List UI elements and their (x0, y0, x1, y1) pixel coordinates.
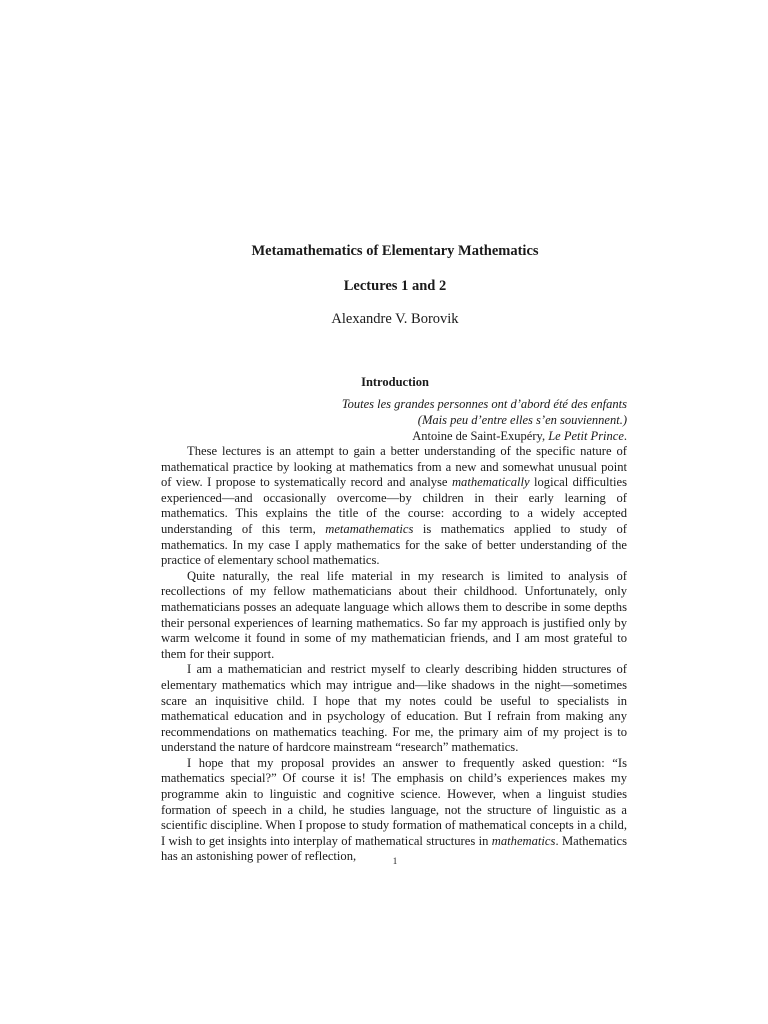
section-heading: Introduction (361, 375, 429, 389)
attribution-period: . (623, 429, 627, 443)
paragraph-1-text-c: is mathematics applied to study of mathematics. In my case I apply mathematics for the sake of better understanding of the practice of elementary school mathematics. (161, 521, 627, 568)
body-text (161, 444, 627, 865)
document-title: Metamathematics of Elementary Mathematics (251, 243, 539, 259)
paragraph-4-text-b: . Mathematics has an astonishing power of reflection, (161, 833, 627, 864)
epigraph-line-1: Toutes les grandes personnes ont d’abord été des enfants (341, 397, 627, 411)
page-number: 1 (392, 856, 398, 866)
paragraph-4-text-a: I hope that my proposal provides an answer to frequently asked question: “Is mathematics special?” Of course it is! The emphasis on child’s experiences makes my programme akin to linguistic and cognitive science. However, when a linguist studies formation of speech in a child, he studies language, not the structure of linguistic as a scientific discipline. When I propose to study formation of mathematical concepts in a child, I wish to get insights into interplay of mathematical structures in (161, 755, 627, 848)
epigraph (342, 396, 627, 444)
attribution-work: Le Petit Prince (548, 429, 624, 443)
epigraph-line-2: (Mais peu d’entre elles s’en souviennent.) (417, 413, 627, 427)
document-subtitle: Lectures 1 and 2 (343, 278, 447, 294)
epigraph-attribution (342, 428, 627, 444)
paragraph-1-text-a: These lectures is an attempt to gain a better understanding of the specific nature of mathematical practice by looking at mathematics from a new and somewhat unusual point of view. I propose to systematically record and analyse (161, 444, 627, 490)
paragraph-2: Quite naturally, the real life material in my research is limited to analysis of recollections of my fellow mathematicians about their childhood. Unfortunately, only mathematicians posses an adequate language which allows them to describe in some depths their personal experiences of learning mathematics. So far my approach is justified only by warm welcome it found in some of my mathematician friends, and I am most grateful to them for their support. (161, 568, 627, 661)
paragraph-1-emphasis-b: metamathematics (325, 521, 414, 536)
paragraph-3: I am a mathematician and restrict myself to clearly describing hidden structures of elementary mathematics which may intrigue and—like shadows in the night—sometimes scare an inquisitive child. I hope that my notes could be useful to specialists in mathematical education and in psychology of education. But I refrain from making any recommendations on mathematics teaching. For me, the primary aim of my project is to understand the nature of hardcore mainstream “research” mathematics. (161, 662, 627, 755)
attribution-author: Antoine de Saint-Exupéry, (412, 429, 549, 443)
paragraph-1-text-b: logical difficulties experienced—and occasionally overcome—by children in their early learning of mathematics. This explains the title of the course: according to a widely accepted understanding of this term, (161, 475, 627, 536)
author-name: Alexandre V. Borovik (331, 311, 459, 327)
paragraph-4 (161, 756, 627, 865)
paragraph-1 (161, 444, 627, 569)
paragraph-1-emphasis-a: mathematically (451, 475, 530, 490)
paragraph-4-emphasis: mathematics (491, 833, 556, 848)
